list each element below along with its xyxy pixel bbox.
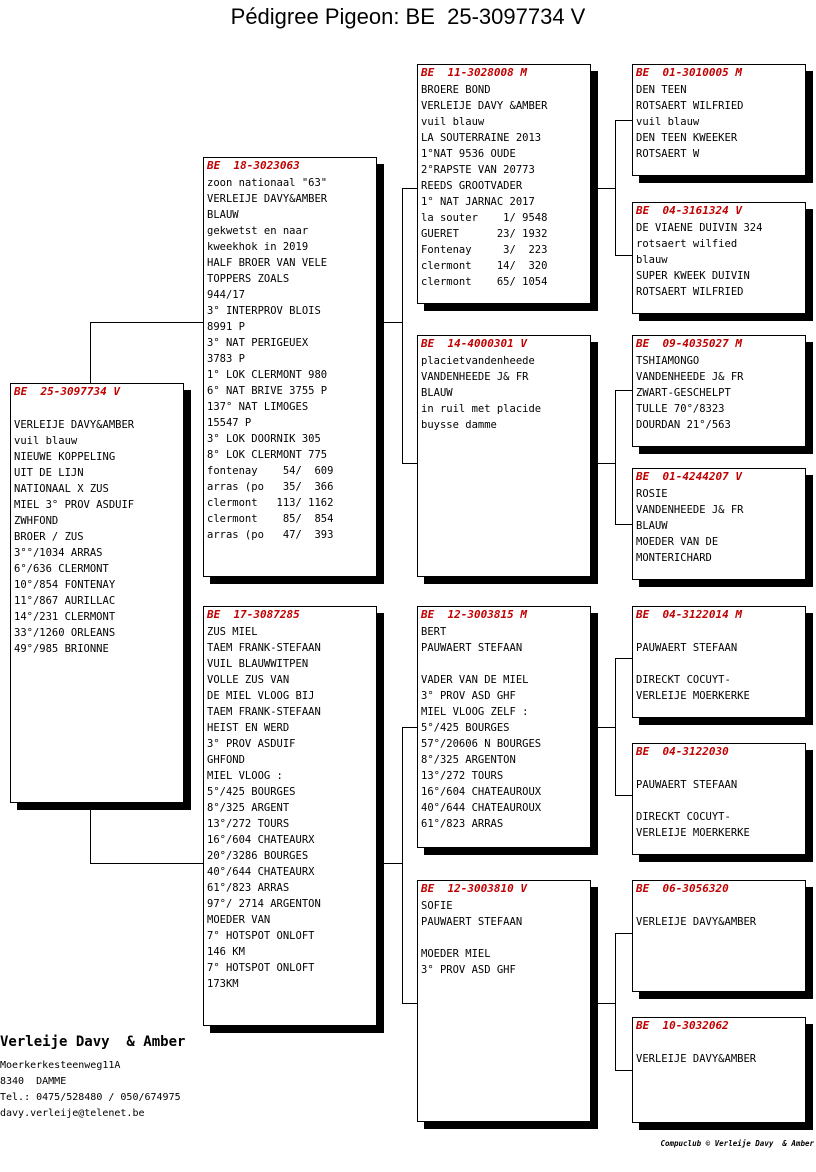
card-line: 13°/272 TOURS bbox=[421, 770, 504, 782]
page-title: Pédigree Pigeon: BE 25-3097734 V bbox=[230, 4, 586, 29]
card-line: PAUWAERT STEFAAN bbox=[421, 642, 523, 654]
card-line: vuil blauw bbox=[421, 116, 485, 128]
card-line: 97°/ 2714 ARGENTON bbox=[207, 898, 321, 910]
card-line: ROTSAERT WILFRIED bbox=[636, 100, 744, 112]
card-line: 40°/644 CHATEAURX bbox=[207, 866, 315, 878]
card-line: clermont 113/ 1162 bbox=[207, 497, 334, 509]
card-line bbox=[636, 1035, 802, 1051]
card-line: LA SOUTERRAINE 2013 bbox=[421, 132, 542, 144]
card-line: fontenay 54/ 609 bbox=[207, 465, 334, 477]
card-line: arras (po 35/ 366 bbox=[207, 481, 334, 493]
connector-line bbox=[615, 390, 616, 525]
card-line: 7° HOTSPOT ONLOFT bbox=[207, 962, 315, 974]
card-line: in ruil met placide bbox=[421, 403, 542, 415]
card-line: 146 KM bbox=[207, 946, 245, 958]
connector-line bbox=[615, 795, 632, 796]
ring-number: BE 10-3032062 bbox=[636, 1019, 729, 1032]
card-lines bbox=[636, 898, 802, 930]
card-line: VERLEIJE DAVY &AMBER bbox=[421, 100, 548, 112]
card-line: BLAUW bbox=[207, 209, 239, 221]
pigeon-card-main[interactable] bbox=[10, 383, 184, 803]
card-line: 1° NAT JARNAC 2017 bbox=[421, 196, 535, 208]
pigeon-card-mmm[interactable] bbox=[632, 1017, 806, 1123]
card-line: 3° NAT PERIGEUEX bbox=[207, 337, 309, 349]
ring-number: BE 12-3003810 V bbox=[421, 882, 527, 895]
card-line: 61°/823 ARRAS bbox=[207, 882, 290, 894]
card-line: VERLEIJE DAVY&AMBER bbox=[207, 193, 328, 205]
pigeon-card-ffm[interactable] bbox=[632, 202, 806, 314]
card-line: DE MIEL VLOOG BIJ bbox=[207, 690, 315, 702]
card-line: 20°/3286 BOURGES bbox=[207, 850, 309, 862]
connector-line bbox=[402, 1003, 417, 1004]
card-lines bbox=[636, 1035, 802, 1067]
card-line: 173KM bbox=[207, 978, 239, 990]
card-line: 3° PROV ASDUIF bbox=[207, 738, 296, 750]
card-line: DOURDAN 21°/563 bbox=[636, 419, 731, 431]
card-line: VERLEIJE DAVY&AMBER bbox=[636, 916, 757, 928]
card-line: 40°/644 CHATEAUROUX bbox=[421, 802, 542, 814]
card-line: DIRECKT COCUYT- bbox=[636, 811, 731, 823]
card-line bbox=[636, 624, 802, 640]
ring-number: BE 17-3087285 bbox=[207, 608, 300, 621]
pigeon-card-father[interactable] bbox=[203, 157, 377, 577]
card-line: 14°/231 CLERMONT bbox=[14, 611, 116, 623]
card-line: 2°RAPSTE VAN 20773 bbox=[421, 164, 535, 176]
card-line: 6° NAT BRIVE 3755 P bbox=[207, 385, 328, 397]
card-line: UIT DE LIJN bbox=[14, 467, 84, 479]
card-line: VERLEIJE MOERKERKE bbox=[636, 827, 750, 839]
card-line: BROER / ZUS bbox=[14, 531, 84, 543]
card-lines bbox=[636, 220, 802, 300]
card-line: 944/17 bbox=[207, 289, 245, 301]
card-line: SUPER KWEEK DUIVIN bbox=[636, 270, 750, 282]
card-line: 61°/823 ARRAS bbox=[421, 818, 504, 830]
ring-number: BE 06-3056320 bbox=[636, 882, 729, 895]
card-line: 8340 DAMME bbox=[0, 1076, 67, 1087]
card-line: VANDENHEEDE J& FR bbox=[421, 371, 529, 383]
card-line: arras (po 47/ 393 bbox=[207, 529, 334, 541]
card-lines bbox=[421, 353, 587, 433]
pigeon-card-fmf[interactable] bbox=[632, 335, 806, 447]
card-line bbox=[421, 656, 587, 672]
ring-number: BE 04-3122030 bbox=[636, 745, 729, 758]
card-line: GUERET 23/ 1932 bbox=[421, 228, 548, 240]
card-line: 16°/604 CHATEAURX bbox=[207, 834, 315, 846]
card-line: VADER VAN DE MIEL bbox=[421, 674, 529, 686]
card-line: 57°/20606 N BOURGES bbox=[421, 738, 542, 750]
ring-number: BE 01-3010005 M bbox=[636, 66, 742, 79]
card-line: ROTSAERT W bbox=[636, 148, 700, 160]
card-line: Moerkerkesteenweg11A bbox=[0, 1060, 121, 1071]
card-line: TULLE 70°/8323 bbox=[636, 403, 725, 415]
pigeon-card-mmf[interactable] bbox=[632, 880, 806, 992]
card-line: PAUWAERT STEFAAN bbox=[636, 642, 738, 654]
ring-number: BE 18-3023063 bbox=[207, 159, 300, 172]
card-line: 1° LOK CLERMONT 980 bbox=[207, 369, 328, 381]
connector-line bbox=[402, 188, 417, 189]
card-line: 8°/325 ARGENT bbox=[207, 802, 290, 814]
card-line: NIEUWE KOPPELING bbox=[14, 451, 116, 463]
connector-line bbox=[615, 658, 616, 796]
card-line: 33°/1260 ORLEANS bbox=[14, 627, 116, 639]
card-line: 13°/272 TOURS bbox=[207, 818, 290, 830]
card-line: 16°/604 CHATEAUROUX bbox=[421, 786, 542, 798]
ring-number: BE 25-3097734 V bbox=[14, 385, 120, 398]
card-lines bbox=[207, 175, 373, 543]
card-line: MIEL VLOOG ZELF : bbox=[421, 706, 529, 718]
connector-line bbox=[90, 322, 91, 384]
card-lines bbox=[14, 401, 180, 657]
connector-line bbox=[402, 188, 403, 464]
card-line: 3° PROV ASD GHF bbox=[421, 690, 516, 702]
footer-credit: Compuclub © Verleije Davy & Amber bbox=[660, 1139, 814, 1148]
card-line: kweekhok in 2019 bbox=[207, 241, 309, 253]
card-line bbox=[636, 793, 802, 809]
card-lines bbox=[421, 898, 587, 978]
card-line: ZWART-GESCHELPT bbox=[636, 387, 731, 399]
card-line: MIEL VLOOG : bbox=[207, 770, 283, 782]
pigeon-card-fm[interactable] bbox=[417, 335, 591, 577]
card-line: clermont 85/ 854 bbox=[207, 513, 334, 525]
card-line: 49°/985 BRIONNE bbox=[14, 643, 109, 655]
card-line: clermont 14/ 320 bbox=[421, 260, 548, 272]
ring-number: BE 09-4035027 M bbox=[636, 337, 742, 350]
connector-line bbox=[90, 802, 91, 864]
card-line: VANDENHEEDE J& FR bbox=[636, 504, 744, 516]
card-line: VUIL BLAUWWITPEN bbox=[207, 658, 309, 670]
pigeon-card-mfm[interactable] bbox=[632, 743, 806, 855]
card-line: PAUWAERT STEFAAN bbox=[636, 779, 738, 791]
connector-line bbox=[90, 863, 204, 864]
card-line: PAUWAERT STEFAAN bbox=[421, 916, 523, 928]
connector-line bbox=[402, 727, 403, 1004]
connector-line bbox=[615, 933, 616, 1071]
card-line: BERT bbox=[421, 626, 447, 638]
card-line: Fontenay 3/ 223 bbox=[421, 244, 548, 256]
connector-line bbox=[402, 727, 417, 728]
card-line: 137° NAT LIMOGES bbox=[207, 401, 309, 413]
card-line: DE VIAENE DUIVIN 324 bbox=[636, 222, 763, 234]
card-line: VERLEIJE DAVY&AMBER bbox=[636, 1053, 757, 1065]
card-line: REEDS GROOTVADER bbox=[421, 180, 523, 192]
card-line: VANDENHEEDE J& FR bbox=[636, 371, 744, 383]
card-line: MOEDER MIEL bbox=[421, 948, 491, 960]
card-lines bbox=[636, 624, 802, 704]
card-line: HEIST EN WERD bbox=[207, 722, 290, 734]
card-line: ZUS MIEL bbox=[207, 626, 258, 638]
pigeon-card-mf[interactable] bbox=[417, 606, 591, 848]
connector-line bbox=[615, 933, 632, 934]
ring-number: BE 04-3122014 M bbox=[636, 608, 742, 621]
pigeon-card-fmm[interactable] bbox=[632, 468, 806, 580]
card-line: GHFOND bbox=[207, 754, 245, 766]
card-line: 3° PROV ASD GHF bbox=[421, 964, 516, 976]
card-lines bbox=[636, 353, 802, 433]
card-line: 5°/425 BOURGES bbox=[207, 786, 296, 798]
owner-address bbox=[0, 1058, 181, 1122]
card-line: MONTERICHARD bbox=[636, 552, 712, 564]
card-line: ROTSAERT WILFRIED bbox=[636, 286, 744, 298]
card-line bbox=[14, 401, 180, 417]
card-line: 3783 P bbox=[207, 353, 245, 365]
connector-line bbox=[615, 524, 632, 525]
card-line: clermont 65/ 1054 bbox=[421, 276, 548, 288]
pigeon-card-mother[interactable] bbox=[203, 606, 377, 1026]
card-lines bbox=[207, 624, 373, 992]
ring-number: BE 04-3161324 V bbox=[636, 204, 742, 217]
card-lines bbox=[421, 624, 587, 832]
card-line: 10°/854 FONTENAY bbox=[14, 579, 116, 591]
connector-line bbox=[402, 463, 417, 464]
card-line: vuil blauw bbox=[14, 435, 78, 447]
card-line: VERLEIJE DAVY&AMBER bbox=[14, 419, 135, 431]
card-line: VERLEIJE MOERKERKE bbox=[636, 690, 750, 702]
card-line: 3° LOK DOORNIK 305 bbox=[207, 433, 321, 445]
card-line: 3°°/1034 ARRAS bbox=[14, 547, 103, 559]
connector-line bbox=[615, 658, 632, 659]
card-line: gekwetst en naar bbox=[207, 225, 309, 237]
card-line: NATIONAAL X ZUS bbox=[14, 483, 109, 495]
card-line: 11°/867 AURILLAC bbox=[14, 595, 116, 607]
connector-line bbox=[615, 120, 616, 256]
connector-line bbox=[615, 120, 632, 121]
card-line: BROERE BOND bbox=[421, 84, 491, 96]
ring-number: BE 11-3028008 M bbox=[421, 66, 527, 79]
card-line: blauw bbox=[636, 254, 668, 266]
connector-line bbox=[90, 322, 204, 323]
card-line: davy.verleije@telenet.be bbox=[0, 1108, 145, 1119]
card-line bbox=[636, 761, 802, 777]
card-line: DEN TEEN bbox=[636, 84, 687, 96]
pigeon-card-mff[interactable] bbox=[632, 606, 806, 718]
card-line: DEN TEEN KWEEKER bbox=[636, 132, 738, 144]
connector-line bbox=[615, 1070, 632, 1071]
connector-line bbox=[615, 390, 632, 391]
card-line: 1°NAT 9536 OUDE bbox=[421, 148, 516, 160]
card-line bbox=[421, 930, 587, 946]
card-line: 8° LOK CLERMONT 775 bbox=[207, 449, 328, 461]
card-line: rotsaert wilfied bbox=[636, 238, 738, 250]
card-line: 5°/425 BOURGES bbox=[421, 722, 510, 734]
card-line: vuil blauw bbox=[636, 116, 700, 128]
card-line: zoon nationaal "63" bbox=[207, 177, 328, 189]
card-line bbox=[636, 656, 802, 672]
card-line: 7° HOTSPOT ONLOFT bbox=[207, 930, 315, 942]
card-lines bbox=[636, 486, 802, 566]
card-line: la souter 1/ 9548 bbox=[421, 212, 548, 224]
owner-name: Verleije Davy & Amber bbox=[0, 1034, 186, 1050]
card-line: DIRECKT COCUYT- bbox=[636, 674, 731, 686]
ring-number: BE 12-3003815 M bbox=[421, 608, 527, 621]
card-line: 8991 P bbox=[207, 321, 245, 333]
pigeon-card-ff[interactable] bbox=[417, 64, 591, 304]
pigeon-card-mm[interactable] bbox=[417, 880, 591, 1122]
card-line: 15547 P bbox=[207, 417, 252, 429]
card-line: TSHIAMONGO bbox=[636, 355, 700, 367]
card-lines bbox=[421, 82, 587, 290]
connector-line bbox=[615, 255, 632, 256]
card-line: HALF BROER VAN VELE bbox=[207, 257, 328, 269]
ring-number: BE 01-4244207 V bbox=[636, 470, 742, 483]
card-line: MOEDER VAN bbox=[207, 914, 271, 926]
card-line: 3° INTERPROV BLOIS bbox=[207, 305, 321, 317]
card-line: buysse damme bbox=[421, 419, 497, 431]
card-line: TAEM FRANK-STEFAAN bbox=[207, 706, 321, 718]
card-line: ROSIE bbox=[636, 488, 668, 500]
card-line: BLAUW bbox=[421, 387, 453, 399]
card-line: ZWHFOND bbox=[14, 515, 59, 527]
card-line: VOLLE ZUS VAN bbox=[207, 674, 290, 686]
card-line: TAEM FRANK-STEFAAN bbox=[207, 642, 321, 654]
card-line: SOFIE bbox=[421, 900, 453, 912]
card-line: MIEL 3° PROV ASDUIF bbox=[14, 499, 135, 511]
card-line: 6°/636 CLERMONT bbox=[14, 563, 109, 575]
card-line bbox=[636, 898, 802, 914]
card-line: Tel.: 0475/528480 / 050/674975 bbox=[0, 1092, 181, 1103]
card-lines bbox=[636, 82, 802, 162]
pigeon-card-fff[interactable] bbox=[632, 64, 806, 176]
card-line: 8°/325 ARGENTON bbox=[421, 754, 516, 766]
card-line: BLAUW bbox=[636, 520, 668, 532]
card-line: placietvandenheede bbox=[421, 355, 535, 367]
card-line: TOPPERS ZOALS bbox=[207, 273, 290, 285]
card-line: MOEDER VAN DE bbox=[636, 536, 719, 548]
card-lines bbox=[636, 761, 802, 841]
ring-number: BE 14-4000301 V bbox=[421, 337, 527, 350]
